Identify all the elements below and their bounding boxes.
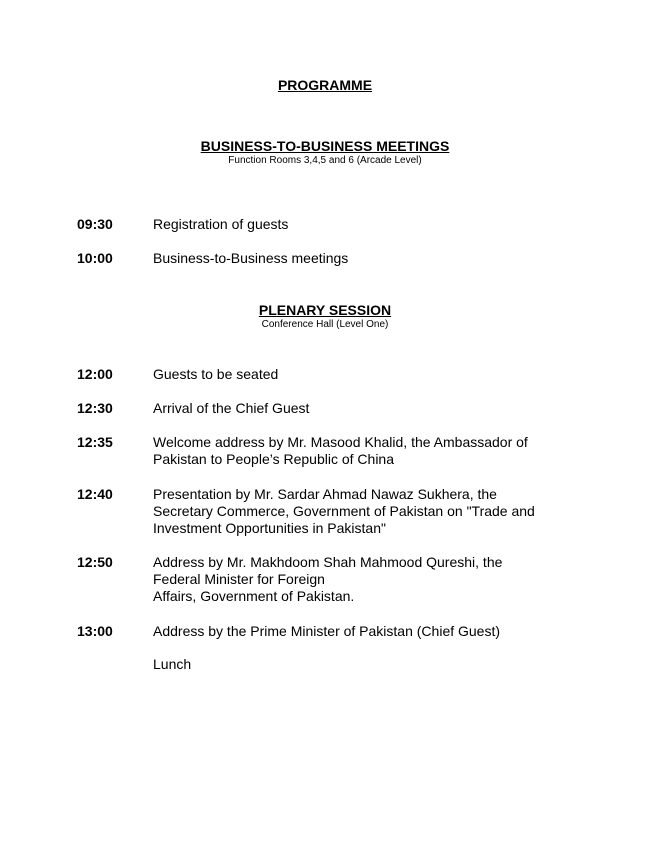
schedule-event (153, 486, 573, 537)
schedule-event (153, 400, 573, 417)
schedule-time: 12:40 (77, 486, 113, 502)
event-line: Registration of guests (153, 216, 289, 232)
section-title: BUSINESS-TO-BUSINESS MEETINGS (200, 138, 450, 154)
event-line: Guests to be seated (153, 366, 279, 382)
schedule-time: 12:30 (77, 400, 113, 416)
event-line: Pakistan to People’s Republic of China (153, 451, 395, 467)
event-line: Address by the Prime Minister of Pakistan (Chief Guest) (153, 623, 501, 639)
event-line: Welcome address by Mr. Masood Khalid, the Ambassador of (153, 434, 528, 450)
schedule-event (153, 623, 573, 640)
section-venue: Function Rooms 3,4,5 and 6 (Arcade Level) (228, 155, 422, 166)
schedule-event (153, 554, 573, 605)
schedule-time: 09:30 (77, 216, 113, 232)
event-line: Presentation by Mr. Sardar Ahmad Nawaz Sukhera, the (153, 486, 497, 502)
schedule-time: 12:35 (77, 434, 113, 450)
section-plenary-heading (0, 302, 650, 331)
section-title: PLENARY SESSION (258, 302, 392, 318)
schedule-event (153, 216, 573, 233)
event-line: Secretary Commerce, Government of Pakistan on "Trade and (153, 503, 535, 519)
schedule-event (153, 366, 573, 383)
event-line: Arrival of the Chief Guest (153, 400, 310, 416)
event-line: Investment Opportunities in Pakistan" (153, 520, 386, 536)
section-b2b-heading (0, 138, 650, 167)
schedule-time: 13:00 (77, 623, 113, 639)
event-line: Address by Mr. Makhdoom Shah Mahmood Qureshi, the (153, 554, 503, 570)
event-line: Lunch (153, 656, 192, 672)
schedule-event (153, 250, 573, 267)
event-line: Business-to-Business meetings (153, 250, 349, 266)
schedule-time: 12:00 (77, 366, 113, 382)
schedule-time: 12:50 (77, 554, 113, 570)
page-title: PROGRAMME (277, 77, 373, 93)
section-venue: Conference Hall (Level One) (261, 319, 389, 330)
event-line: Affairs, Government of Pakistan. (153, 588, 355, 604)
event-line: Federal Minister for Foreign (153, 571, 325, 587)
schedule-event (153, 656, 573, 673)
schedule-time: 10:00 (77, 250, 113, 266)
schedule-event (153, 434, 573, 468)
